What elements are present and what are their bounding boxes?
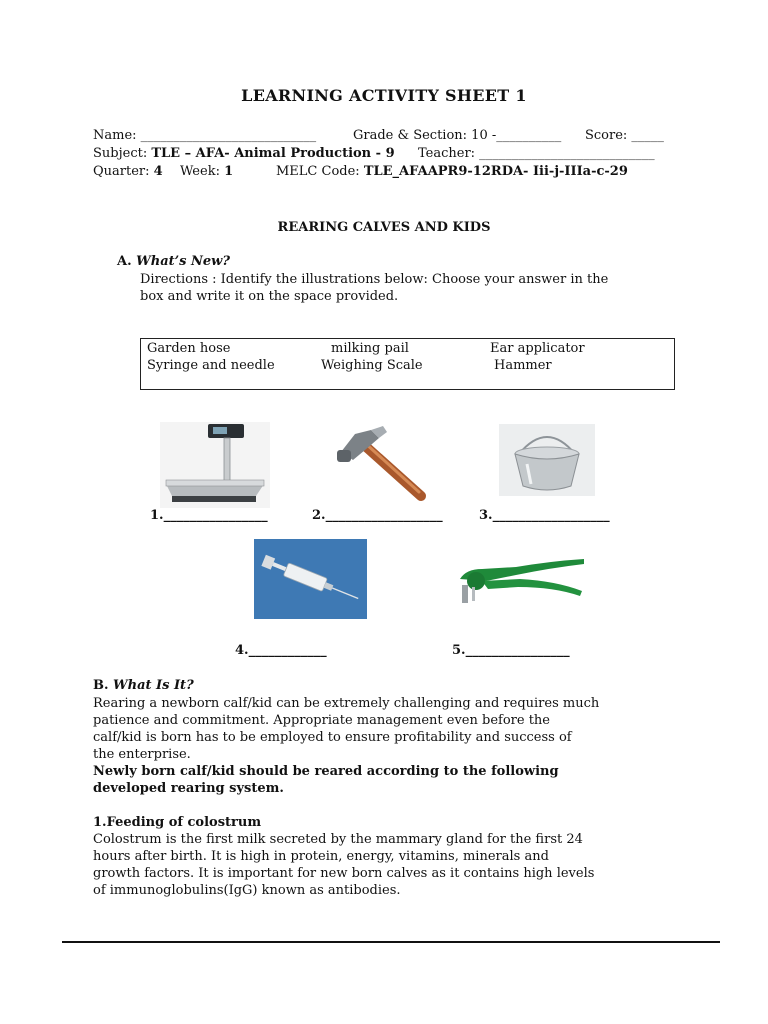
grade-section-field[interactable]: Grade & Section: 10 -__________ — [353, 128, 562, 143]
directions-line-1: Directions : Identify the illustrations below: Choose your answer in the — [140, 272, 609, 287]
syringe-and-needle-picture — [254, 539, 367, 619]
melc-label: MELC Code: — [276, 164, 360, 179]
section-a-title: What’s New? — [136, 254, 230, 269]
colostrum-line-1: Colostrum is the first milk secreted by the mammary gland for the first 24 — [93, 832, 583, 847]
name-field[interactable]: Name: ___________________________ — [93, 128, 317, 143]
week-label: Week: — [180, 164, 220, 179]
melc-value: TLE_AFAAPR9-12RDA- Iii-j-IIIa-c-29 — [363, 164, 628, 179]
section-b-line-4: the enterprise. — [93, 747, 191, 762]
subject-line — [93, 146, 395, 161]
answer-blank-5[interactable]: 5.________________ — [452, 643, 570, 658]
lesson-title: REARING CALVES AND KIDS — [277, 220, 491, 235]
section-b-line-1: Rearing a newborn calf/kid can be extremely challenging and requires much — [93, 696, 600, 711]
hammer-picture — [335, 424, 431, 504]
colostrum-line-2: hours after birth. It is high in protein, energy, vitamins, minerals and — [93, 849, 549, 864]
section-b-bold-line-2: developed rearing system. — [93, 781, 284, 796]
section-b-line-2: patience and commitment. Appropriate management even before the — [93, 713, 550, 728]
colostrum-heading: 1.Feeding of colostrum — [93, 815, 262, 830]
choice-garden-hose: Garden hose — [147, 341, 231, 356]
section-a-heading — [117, 254, 230, 269]
quarter-value: 4 — [153, 164, 163, 179]
choice-hammer: Hammer — [494, 358, 552, 373]
section-b-heading — [93, 678, 194, 693]
directions-line-2: box and write it on the space provided. — [140, 289, 399, 304]
answer-blank-4[interactable]: 4.____________ — [235, 643, 327, 658]
week-line — [180, 164, 233, 179]
melc-line — [276, 164, 628, 179]
choice-weighing-scale: Weighing Scale — [321, 358, 423, 373]
section-a-letter: A. — [117, 254, 132, 269]
page-bottom-rule — [62, 941, 720, 943]
answer-blank-2[interactable]: 2.__________________ — [312, 508, 443, 523]
choice-milking-pail: milking pail — [331, 341, 409, 356]
choice-ear-applicator: Ear applicator — [490, 341, 585, 356]
subject-label: Subject: — [93, 146, 148, 161]
sheet-title: LEARNING ACTIVITY SHEET 1 — [241, 86, 527, 105]
section-b-letter: B. — [93, 678, 109, 693]
colostrum-line-4: of immunoglobulins(IgG) known as antibodies. — [93, 883, 401, 898]
weighing-scale-picture — [160, 422, 270, 508]
section-b-title: What Is It? — [113, 678, 194, 693]
milking-pail-picture — [499, 424, 595, 496]
subject-value: TLE – AFA- Animal Production - 9 — [151, 146, 395, 161]
teacher-field[interactable]: Teacher: ___________________________ — [418, 146, 655, 161]
ear-applicator-picture — [456, 555, 588, 611]
week-value: 1 — [224, 164, 234, 179]
quarter-label: Quarter: — [93, 164, 150, 179]
score-field[interactable]: Score: _____ — [585, 128, 664, 143]
answer-blank-1[interactable]: 1.________________ — [150, 508, 268, 523]
colostrum-line-3: growth factors. It is important for new born calves as it contains high levels — [93, 866, 595, 881]
choice-syringe-and-needle: Syringe and needle — [147, 358, 275, 373]
section-b-line-3: calf/kid is born has to be employed to ensure profitability and success of — [93, 730, 572, 745]
answer-blank-3[interactable]: 3.__________________ — [479, 508, 610, 523]
quarter-line — [93, 164, 163, 179]
section-b-bold-line-1: Newly born calf/kid should be reared according to the following — [93, 764, 559, 779]
